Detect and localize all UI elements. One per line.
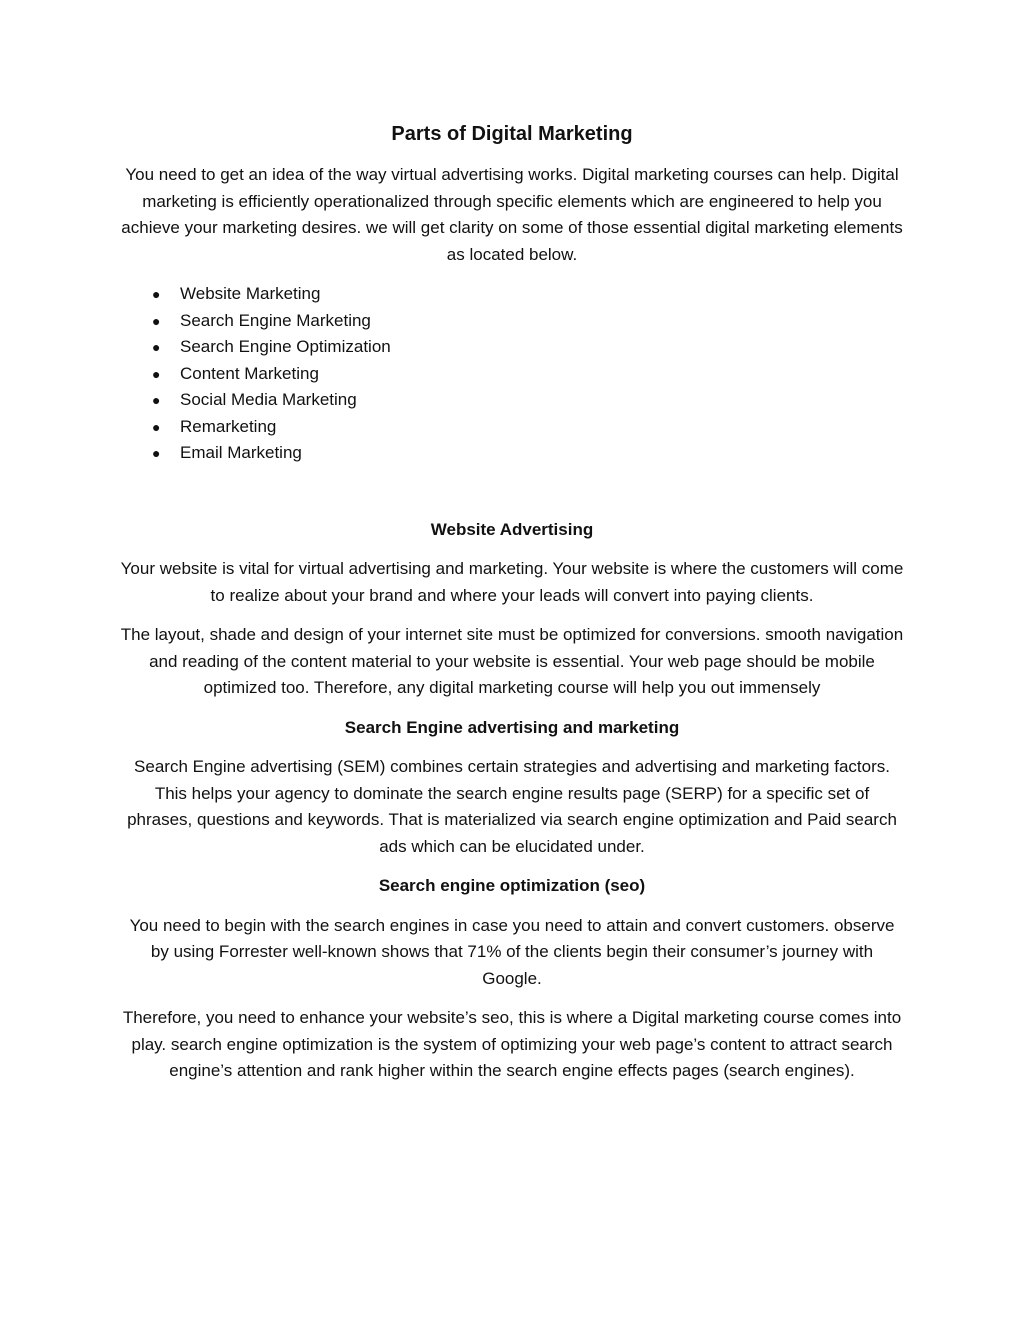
- list-item-label: Search Engine Optimization: [180, 337, 391, 356]
- bullet-icon: ●: [152, 339, 161, 355]
- section-heading-seo: Search engine optimization (seo): [378, 876, 646, 895]
- bullet-icon: ●: [152, 418, 161, 435]
- list-item: [120, 440, 904, 467]
- elements-list: [120, 281, 904, 467]
- list-item: [120, 361, 904, 388]
- list-item-label: Email Marketing: [180, 443, 302, 462]
- section-heading-search-engine-advertising: Search Engine advertising and marketing: [344, 717, 680, 737]
- bullet-icon: ●: [152, 312, 161, 329]
- section-paragraph: Your website is vital for virtual advertising and marketing. Your website is where the customers will come to realize about your brand and where your leads will convert into paying clients.: [120, 559, 904, 605]
- list-item-label: Remarketing: [180, 416, 277, 436]
- section-paragraph: You need to begin with the search engines in case you need to attain and convert customers. observe by using Forrester well-known shows that 71% of the clients begin their consumer’s journey with Google.: [129, 915, 895, 988]
- section-paragraph: The layout, shade and design of your internet site must be optimized for conversions. smooth navigation and reading of the content material to your website is essential. Your web page should be mobile optimized too. Therefore, any digital marketing course will help you out immensely: [120, 625, 904, 697]
- section-heading-website-advertising: Website Advertising: [430, 519, 594, 539]
- list-item: [120, 334, 904, 361]
- list-item: [120, 281, 904, 308]
- section-paragraph: Therefore, you need to enhance your website’s seo, this is where a Digital marketing course comes into play. search engine optimization is the system of optimizing your web page’s content to attract search engine’s attention and rank higher within the search engine effects pages (search engines).: [122, 1008, 902, 1080]
- list-item-label: Social Media Marketing: [180, 390, 357, 409]
- list-item: [120, 308, 904, 335]
- page-title: Parts of Digital Marketing: [391, 123, 633, 145]
- bullet-icon: ●: [152, 286, 161, 302]
- section-paragraph: Search Engine advertising (SEM) combines certain strategies and advertising and marketing factors. This helps your agency to dominate the search engine results page (SERP) for a specific set of phrases, questions and keywords. That is materialized via search engine optimization and Paid search ads which can be elucidated under.: [127, 757, 897, 856]
- list-item: [120, 387, 904, 414]
- bullet-icon: ●: [152, 392, 161, 408]
- bullet-icon: ●: [152, 445, 161, 461]
- list-item-label: Content Marketing: [180, 363, 319, 383]
- list-item: [120, 414, 904, 441]
- bullet-icon: ●: [152, 365, 161, 382]
- section-spacer: [120, 467, 904, 517]
- list-item-label: Search Engine Marketing: [180, 310, 371, 330]
- list-item-label: Website Marketing: [180, 284, 321, 303]
- intro-paragraph: You need to get an idea of the way virtual advertising works. Digital marketing courses can help. Digital marketing is efficiently operationalized through specific elements which are engineered to help you achieve your marketing desires. we will get clarity on some of those essential digital marketing elements as located below.: [121, 165, 903, 264]
